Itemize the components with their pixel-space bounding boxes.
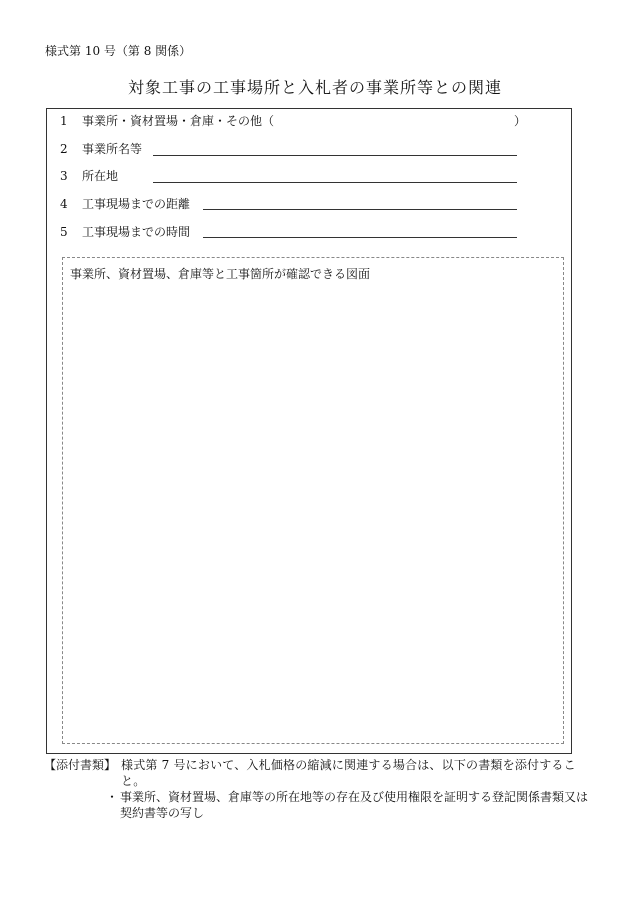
item-label: 所在地 <box>82 169 119 183</box>
bullet-text: 事業所、資材置場、倉庫等の所在地等の存在及び使用権限を証明する登記関係書類又は契約書等の写し <box>120 790 589 820</box>
item-label: 工事現場までの距離 <box>82 197 191 211</box>
distance-field[interactable] <box>203 209 517 210</box>
item-distance <box>60 196 190 212</box>
form-number: 様式第 10 号（第 8 関係） <box>45 44 192 58</box>
item-facility-type <box>60 113 274 129</box>
attachment-text: 様式第 7 号において、入札価格の縮減に関連する場合は、以下の書類を添付すること。 <box>121 758 576 788</box>
item-label: 事業所名等 <box>82 142 143 156</box>
item-number: 1 <box>60 114 68 128</box>
item-number: 5 <box>60 225 68 239</box>
bullet-mark: ・ <box>106 790 119 804</box>
item-label: 工事現場までの時間 <box>82 225 191 239</box>
attachment-heading: 【添付書類】 <box>44 758 117 772</box>
time-field[interactable] <box>203 237 517 238</box>
item-number: 2 <box>60 142 68 156</box>
item-office-name <box>60 141 142 157</box>
map-area-label: 事業所、資材置場、倉庫等と工事箇所が確認できる図面 <box>70 267 371 281</box>
item-number: 3 <box>60 169 68 183</box>
map-drawing-area[interactable] <box>62 257 564 744</box>
page-title: 対象工事の工事場所と入札者の事業所等との関連 <box>127 78 502 97</box>
address-field[interactable] <box>153 182 517 183</box>
item-address <box>60 168 118 184</box>
item-time <box>60 224 190 240</box>
item-number: 4 <box>60 197 68 211</box>
office-name-field[interactable] <box>153 155 517 156</box>
item-label: 事業所・資材置場・倉庫・その他（ <box>82 114 275 128</box>
closing-paren: ） <box>514 114 527 128</box>
